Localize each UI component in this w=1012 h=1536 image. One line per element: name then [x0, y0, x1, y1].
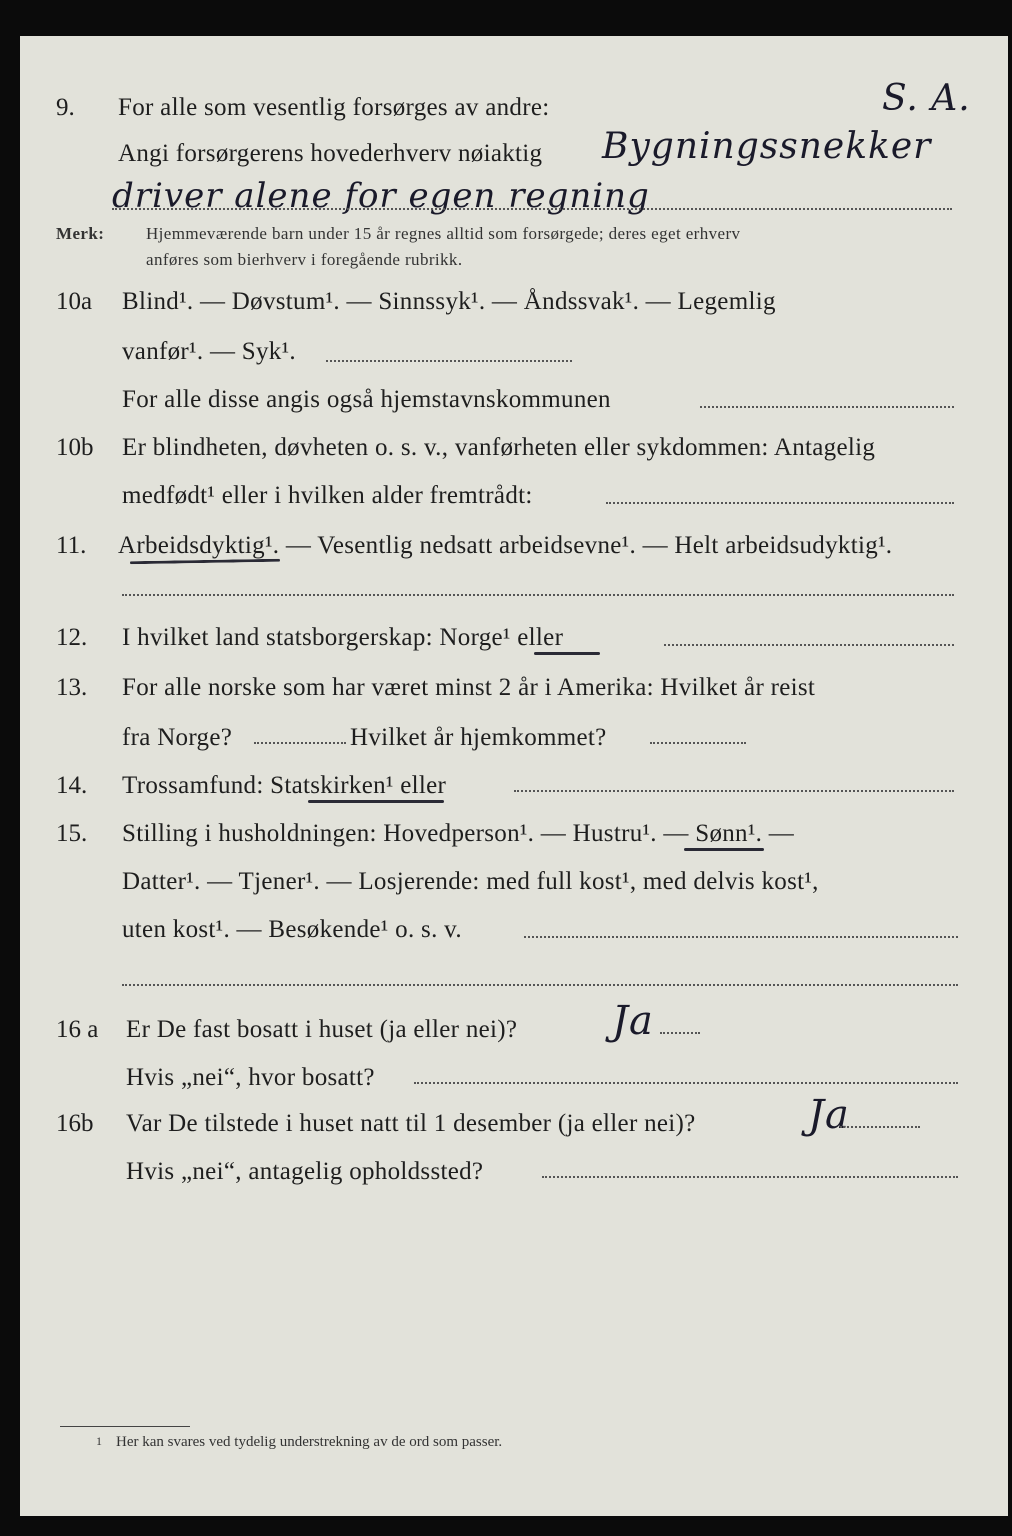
q16a-line1: Er De fast bosatt i huset (ja eller nei)?	[126, 1016, 518, 1043]
q10b-line2: medfødt¹ eller i hvilken alder fremtrådt:	[122, 482, 533, 509]
q9-line1: For alle som vesentlig forsørges av andre:	[118, 94, 550, 121]
census-form-page	[20, 36, 1008, 1516]
q16b-answer-line	[840, 1126, 920, 1128]
q13-line1: For alle norske som har været minst 2 år i Amerika: Hvilket år reist	[122, 674, 816, 701]
q16a-bosatt-line	[414, 1082, 958, 1084]
handwritten-ja-16a: Ja	[612, 998, 654, 1044]
q10a-line2: vanfør¹. — Syk¹.	[122, 338, 296, 365]
q10a-number: 10a	[56, 288, 93, 315]
footnote-mark: 1	[96, 1434, 102, 1448]
merk-label: Merk:	[56, 224, 105, 243]
underline-statskirken	[308, 800, 444, 803]
q15-line2: Datter¹. — Tjener¹. — Losjerende: med full kost¹, med delvis kost¹,	[122, 868, 819, 895]
underline-hustru	[684, 848, 764, 851]
q16a-number: 16 a	[56, 1016, 99, 1043]
q11-line1: Arbeidsdyktig¹. — Vesentlig nedsatt arbeidsevne¹. — Helt arbeidsudyktig¹.	[118, 532, 893, 559]
q15-line3: uten kost¹. — Besøkende¹ o. s. v.	[122, 916, 462, 943]
q10b-line1: Er blindheten, døvheten o. s. v., vanførheten eller sykdommen: Antagelig	[122, 434, 876, 461]
merk-line2: anføres som bierhverv i foregående rubrikk.	[146, 250, 463, 269]
q13-reist-line	[254, 742, 346, 744]
q13-line2b: Hvilket år hjemkommet?	[350, 724, 607, 751]
q12-answer-line	[664, 644, 954, 646]
q10a-line3: For alle disse angis også hjemstavnskommunen	[122, 386, 611, 413]
q12-line1: I hvilket land statsborgerskap: Norge¹ eller	[122, 624, 564, 651]
q10a-line1: Blind¹. — Døvstum¹. — Sinnssyk¹. — Åndssvak¹. — Legemlig	[122, 288, 776, 315]
q11-answer-line	[122, 594, 954, 596]
q10a-answer-line	[700, 406, 954, 408]
q14-line1: Trossamfund: Statskirken¹ eller	[122, 772, 447, 799]
q10b-number: 10b	[56, 434, 94, 461]
q9-answer-line	[112, 208, 952, 210]
q16b-opholdssted-line	[542, 1176, 958, 1178]
q16a-answer-line	[660, 1032, 700, 1034]
q14-number: 14.	[56, 772, 88, 799]
handwritten-ja-16b: Ja	[808, 1092, 850, 1138]
q16a-line2: Hvis „nei“, hvor bosatt?	[126, 1064, 375, 1091]
footnote-text: Her kan svares ved tydelig understrekning av de ord som passer.	[116, 1434, 503, 1450]
q15-answer-line	[524, 936, 958, 938]
q15-number: 15.	[56, 820, 88, 847]
q10a-syk-line	[326, 360, 572, 362]
q10b-answer-line	[606, 502, 954, 504]
handwritten-occupation: Bygningssnekker	[602, 126, 932, 167]
q16b-line2: Hvis „nei“, antagelig opholdssted?	[126, 1158, 484, 1185]
q16b-line1: Var De tilstede i huset natt til 1 desember (ja eller nei)?	[126, 1110, 696, 1137]
footnote-rule	[60, 1426, 190, 1427]
q13-number: 13.	[56, 674, 88, 701]
q9-number: 9.	[56, 94, 75, 121]
q13-hjemkommet-line	[650, 742, 746, 744]
q15-line1: Stilling i husholdningen: Hovedperson¹. — Hustru¹. — Sønn¹. —	[122, 820, 795, 847]
q14-answer-line	[514, 790, 954, 792]
merk-line1: Hjemmeværende barn under 15 år regnes alltid som forsørgede; deres eget erhverv	[146, 224, 741, 243]
handwritten-initials: S. A.	[882, 78, 971, 119]
q11-number: 11.	[56, 532, 87, 559]
handwritten-occupation-detail: driver alene for egen regning	[112, 176, 650, 216]
q12-number: 12.	[56, 624, 88, 651]
q9-line2: Angi forsørgerens hovederhverv nøiaktig	[118, 140, 543, 167]
underline-norge	[534, 652, 600, 655]
q13-line2a: fra Norge?	[122, 724, 233, 751]
q16b-number: 16b	[56, 1110, 94, 1137]
q15-answer-line-2	[122, 984, 958, 986]
